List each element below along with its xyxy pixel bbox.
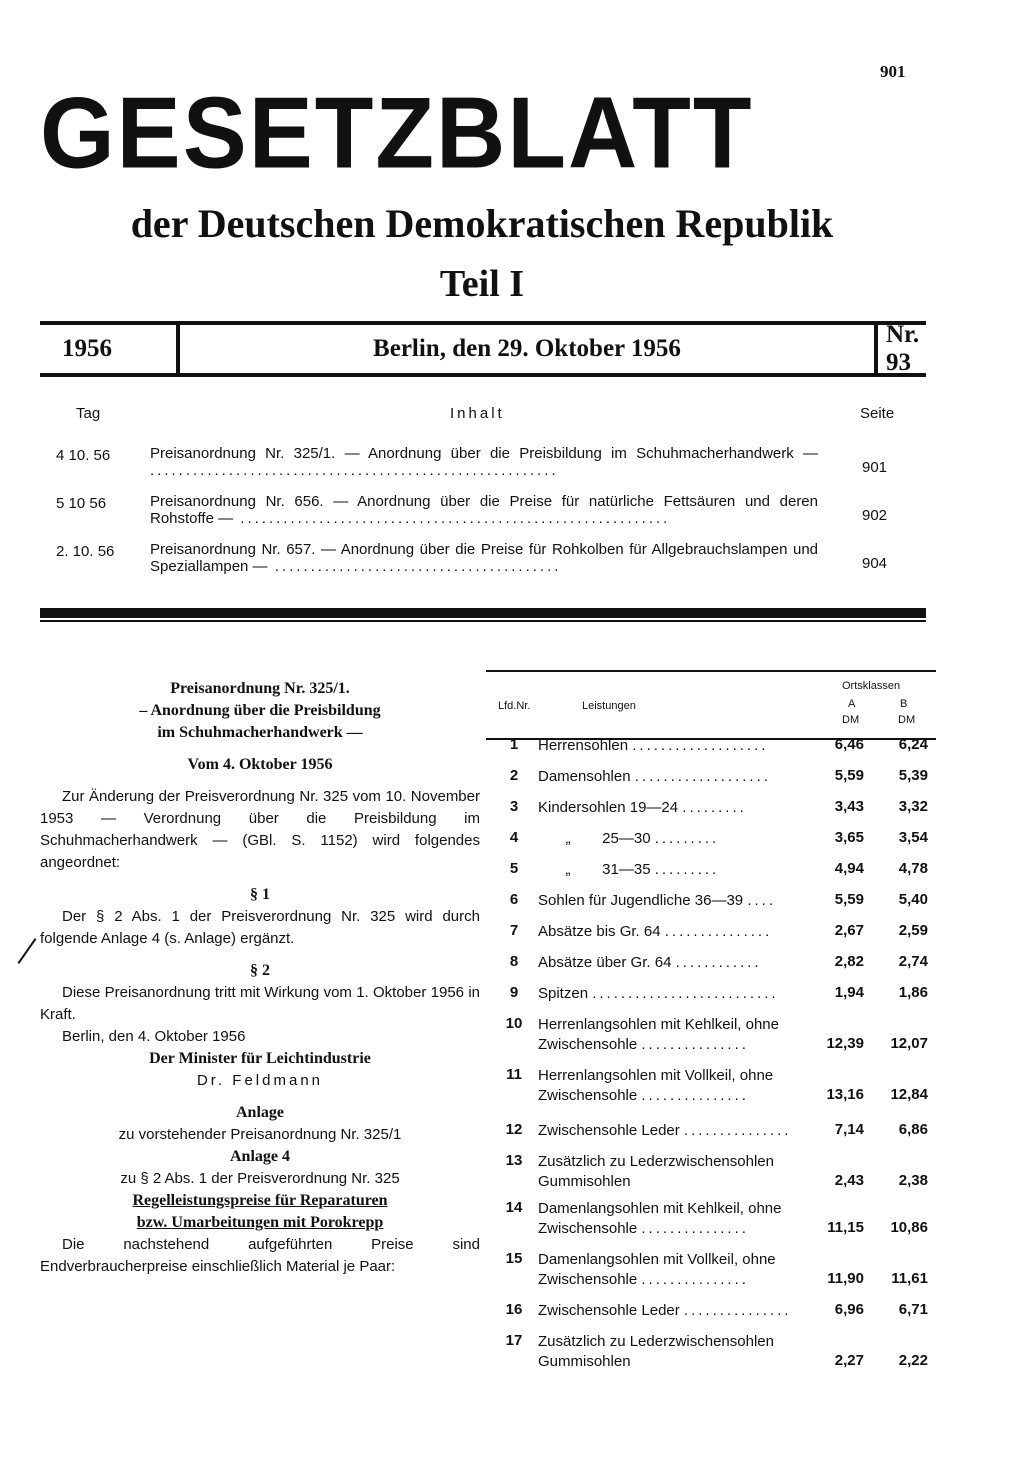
row-price-a: 7,14: [834, 1121, 864, 1138]
toc-leader-dots: .........................................................: [150, 462, 559, 479]
issue-date: Berlin, den 29. Oktober 1956: [176, 325, 878, 373]
row-price-b: 6,24: [898, 736, 928, 753]
row-price-b: 12,07: [890, 1035, 928, 1052]
ordinance-subtitle: – Anordnung über die Preisbildung: [139, 702, 381, 719]
row-price-b: 11,61: [891, 1270, 928, 1287]
toc-entry-date: 2. 10. 56: [56, 543, 115, 560]
row-price-b: 3,54: [898, 829, 928, 846]
row-number: 16: [505, 1301, 523, 1318]
row-price-b: 6,71: [898, 1301, 928, 1318]
row-price-a: 1,94: [834, 984, 864, 1001]
row-price-b: 10,86: [890, 1219, 928, 1236]
toc-entry-page: 902: [862, 507, 888, 524]
row-service: Zwischensohle Leder ...............: [538, 1302, 792, 1319]
col-header-service: Leistungen: [582, 700, 636, 712]
row-price-a: 6,46: [834, 736, 864, 753]
row-price-a: 12,39: [826, 1035, 864, 1052]
ordinance-title: Preisanordnung Nr. 325/1.: [170, 680, 350, 697]
annex4-title: Regelleistungspreise für Reparaturen: [132, 1192, 388, 1209]
section-text: Diese Preisanordnung tritt mit Wirkung vom 1. Oktober 1956 in Kraft.: [40, 984, 480, 1023]
row-price-a: 2,67: [834, 922, 864, 939]
toc-entry-link[interactable]: [150, 541, 818, 575]
row-service: Zwischensohle Leder ...............: [538, 1122, 792, 1139]
row-price-b: 2,59: [898, 922, 928, 939]
row-price-b: 6,86: [898, 1121, 928, 1138]
row-price-a: 2,82: [834, 953, 864, 970]
row-price-b: 2,38: [898, 1172, 928, 1189]
row-service: Herrenlangsohlen mit Kehlkeil, ohne Zwischensohle ...............: [538, 1016, 779, 1053]
col-header-b: B: [900, 698, 908, 710]
row-number: 11: [506, 1066, 522, 1083]
toc-header-content: Inhalt: [450, 405, 505, 422]
section-divider-thin: [40, 620, 926, 622]
row-price-a: 5,59: [834, 891, 864, 908]
row-service: Absätze über Gr. 64 ............: [538, 954, 762, 971]
toc-entry-text: Preisanordnung Nr. 657. — Anordnung über die Preise für Rohkolben für Allgebrauchslampen und Speziallampen —: [150, 541, 818, 575]
row-service: Damenlangsohlen mit Kehlkeil, ohne Zwischensohle ...............: [538, 1200, 782, 1237]
signatory-title: Der Minister für Leichtindustrie: [149, 1050, 371, 1067]
row-service: Herrenlangsohlen mit Vollkeil, ohne Zwischensohle ...............: [538, 1067, 774, 1104]
row-price-b: 5,39: [898, 767, 928, 784]
toc-entry-page: 901: [862, 459, 888, 476]
ditto-mark: „: [565, 861, 571, 878]
toc-entry-text: Preisanordnung Nr. 325/1. — Anordnung über die Preisbildung im Schuhmacherhandwerk —: [150, 445, 818, 462]
toc-header-page: Seite: [860, 405, 895, 422]
row-service: Herrensohlen ...................: [538, 737, 769, 754]
issue-number: Nr. 93: [886, 321, 920, 376]
page-number: 901: [880, 62, 906, 81]
annex4-heading: Anlage 4: [230, 1148, 290, 1165]
toc-entry-link[interactable]: [150, 445, 818, 479]
row-number: 12: [505, 1121, 523, 1138]
row-price-a: 5,59: [834, 767, 864, 784]
section-heading: § 1: [250, 886, 270, 903]
row-price-b: 2,74: [898, 953, 928, 970]
row-price-b: 4,78: [898, 860, 928, 877]
col-header-a: A: [848, 698, 856, 710]
row-service: Zusätzlich zu Lederzwischensohlen Gummisohlen: [538, 1153, 774, 1190]
toc-leader-dots: ........................................: [267, 558, 562, 575]
toc-entry-link[interactable]: [150, 493, 818, 527]
row-price-b: 5,40: [898, 891, 928, 908]
annex-subheading: zu vorstehender Preisanordnung Nr. 325/1: [118, 1126, 402, 1143]
ordinance-preamble: Zur Änderung der Preisverordnung Nr. 325 vom 10. November 1953 — Verordnung über die Preisbildung im Schuhmacherhandwerk — (GBl. S. 1152) wird folgendes angeordnet:: [40, 788, 480, 871]
row-service: Zusätzlich zu Lederzwischensohlen Gummisohlen: [538, 1333, 774, 1370]
row-price-a: 11,15: [827, 1219, 864, 1236]
row-service: Kindersohlen 19—24 .........: [538, 799, 747, 816]
masthead-title: GESETZBLATT: [40, 77, 754, 190]
row-number: 5: [509, 860, 519, 877]
row-service: Sohlen für Jugendliche 36—39 ....: [538, 892, 776, 909]
row-number: 2: [509, 767, 519, 784]
annex4-subheading: zu § 2 Abs. 1 der Preisverordnung Nr. 325: [120, 1170, 400, 1187]
row-price-a: 3,65: [834, 829, 864, 846]
ordinance-subtitle: im Schuhmacherhandwerk —: [157, 724, 363, 741]
margin-pen-mark: [18, 938, 37, 964]
place-date: Berlin, den 4. Oktober 1956: [62, 1028, 246, 1045]
toc-entry-page: 904: [862, 555, 888, 572]
row-service: Damensohlen ...................: [538, 768, 771, 785]
row-price-a: 4,94: [834, 860, 864, 877]
toc-header-day: Tag: [76, 405, 101, 422]
row-number: 10: [505, 1015, 523, 1032]
col-header-unit-b: DM: [898, 714, 916, 726]
row-number: 17: [505, 1332, 523, 1349]
row-price-b: 12,84: [890, 1086, 928, 1103]
row-number: 13: [505, 1152, 523, 1169]
row-number: 3: [509, 798, 519, 815]
row-price-a: 3,43: [834, 798, 864, 815]
signatory-name: Dr. Feldmann: [196, 1072, 324, 1089]
row-price-b: 1,86: [898, 984, 928, 1001]
row-price-b: 3,32: [898, 798, 928, 815]
ordinance-column: [40, 678, 480, 1278]
row-price-a: 6,96: [834, 1301, 864, 1318]
toc-entry-text: Preisanordnung Nr. 656. — Anordnung über die Preise für natürliche Fettsäuren und deren Rohstoffe —: [150, 493, 818, 527]
col-header-unit-a: DM: [842, 714, 860, 726]
row-number: 15: [505, 1250, 523, 1267]
issue-year: 1956: [62, 335, 112, 362]
col-header-number: Lfd.Nr.: [498, 700, 531, 712]
annex4-title: bzw. Umarbeitungen mit Porokrepp: [136, 1214, 384, 1231]
toc-leader-dots: ............................................................: [233, 510, 671, 527]
row-service: Absätze bis Gr. 64 ...............: [538, 923, 773, 940]
row-price-a: 2,27: [834, 1352, 864, 1369]
row-price-a: 13,16: [826, 1086, 864, 1103]
section-text: Der § 2 Abs. 1 der Preisverordnung Nr. 325 wird durch folgende Anlage 4 (s. Anlage) ergänzt.: [40, 908, 480, 947]
row-number: 9: [509, 984, 519, 1001]
ordinance-date: Vom 4. Oktober 1956: [187, 756, 333, 773]
row-service: „ 31—35 .........: [538, 860, 826, 880]
price-table-header: [486, 670, 936, 740]
toc-entry-date: 5 10 56: [56, 495, 107, 512]
masthead-subtitle: der Deutschen Demokratischen Republik: [130, 201, 834, 246]
row-number: 4: [509, 829, 519, 846]
section-divider: [40, 608, 926, 618]
row-number: 6: [509, 891, 519, 908]
row-service: Damenlangsohlen mit Vollkeil, ohne Zwischensohle ...............: [538, 1251, 776, 1288]
part-label: Teil I: [439, 263, 525, 305]
row-price-b: 2,22: [898, 1352, 928, 1369]
toc-entry-date: 4 10. 56: [56, 447, 111, 464]
row-number: 14: [505, 1199, 523, 1216]
row-number: 1: [509, 736, 519, 753]
row-number: 7: [509, 922, 519, 939]
annex-heading: Anlage: [236, 1104, 284, 1121]
dateline-bar: [40, 321, 926, 377]
col-header-classes: Ortsklassen: [842, 680, 901, 692]
row-price-a: 11,90: [827, 1270, 864, 1287]
ditto-mark: „: [565, 830, 571, 847]
section-heading: § 2: [250, 962, 270, 979]
row-number: 8: [509, 953, 519, 970]
annex4-text: Die nachstehend aufgeführten Preise sind Endverbraucherpreise einschließlich Material je Paar:: [40, 1236, 480, 1275]
row-service: Spitzen ..........................: [538, 985, 779, 1002]
price-table: [486, 670, 936, 1370]
row-service: „ 25—30 .........: [538, 829, 826, 849]
row-price-a: 2,43: [834, 1172, 864, 1189]
